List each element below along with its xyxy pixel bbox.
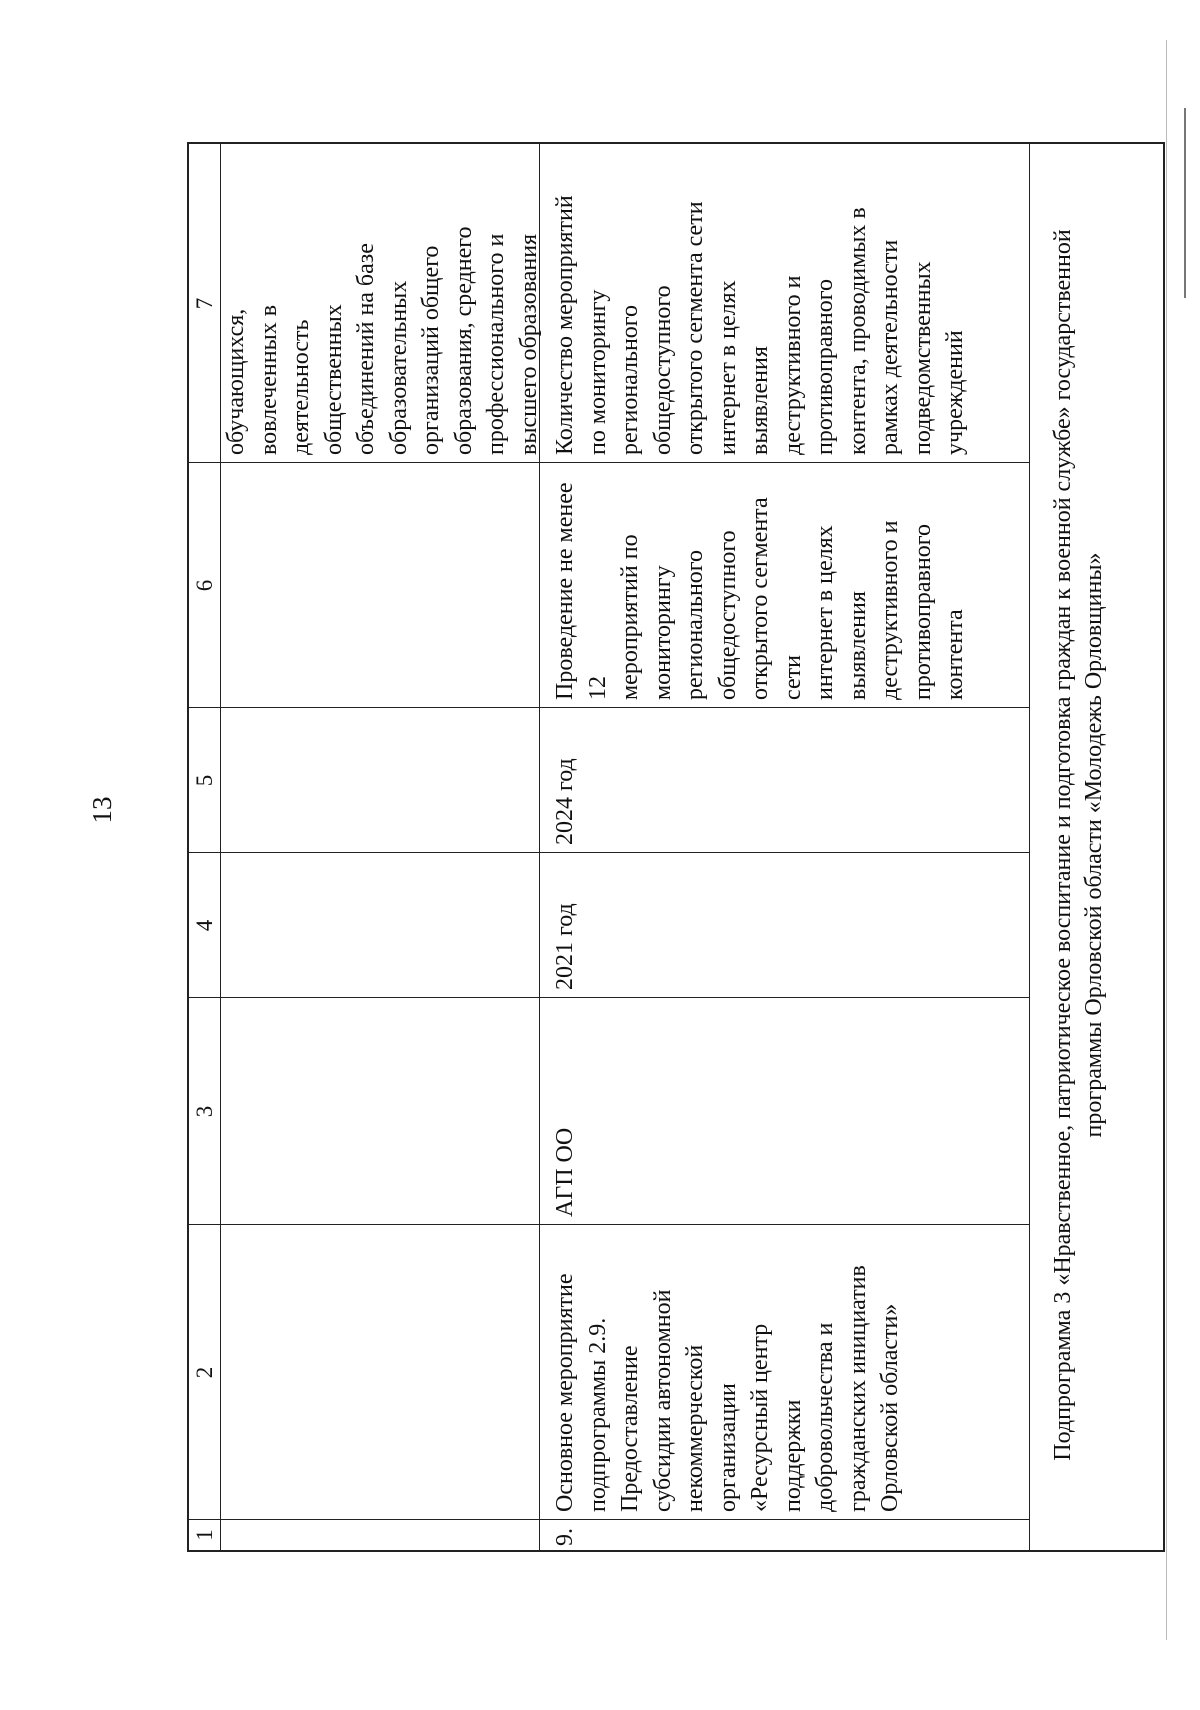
column-divider [189,852,1029,853]
scan-edge-mark [1184,108,1186,298]
column-header-2: 2 [192,1366,217,1379]
row-divider [1029,144,1030,1550]
program-table [187,142,1165,1552]
indicator-cell: Количество мероприятий по мониторингу регионального общедоступного открытого сегмента сети интернет в целях выявления деструктивного и противоправного контента, проводимых в рамках деятельности подведомственных учреждений [552,195,968,455]
expected-result-cell: Проведение не менее 12 мероприятий по мониторингу регионального общедоступного открытого сегмента сети интернет в целях выявления деструктивного и противоправного контента [552,482,968,700]
start-year-cell: 2021 год [552,903,578,990]
column-header-7: 7 [192,297,217,310]
scan-edge-line [1166,40,1167,1640]
page-number: 13 [87,796,117,824]
column-header-5: 5 [192,774,217,787]
column-header-3: 3 [192,1105,217,1118]
column-header-6: 6 [192,579,217,592]
column-header-1: 1 [192,1529,217,1541]
end-year-cell: 2024 год [552,758,578,845]
activity-cell: Основное мероприятие подпрограммы 2.9. Предоставление субсидии автономной некоммерческой организации «Ресурсный центр поддержки добровольчества и гражданских инициатив Орловской области» [552,1265,903,1512]
column-header-4: 4 [192,919,217,932]
subprogram-caption: Подпрограмма 3 «Нравственное, патриотическое воспитание и подготовка граждан к военной службе» государственной программы Орловской области «Молодежь Орловщины» [1050,229,1107,1461]
column-divider [189,997,1029,998]
indicator-cell: обучающихся, вовлеченных в деятельность общественных объединений на базе образовательных организаций общего образования, среднего профессионального и высшего образования [223,226,542,455]
executor-cell: АГП ОО [552,1127,578,1217]
row-number-cell: 9. [552,1528,578,1546]
